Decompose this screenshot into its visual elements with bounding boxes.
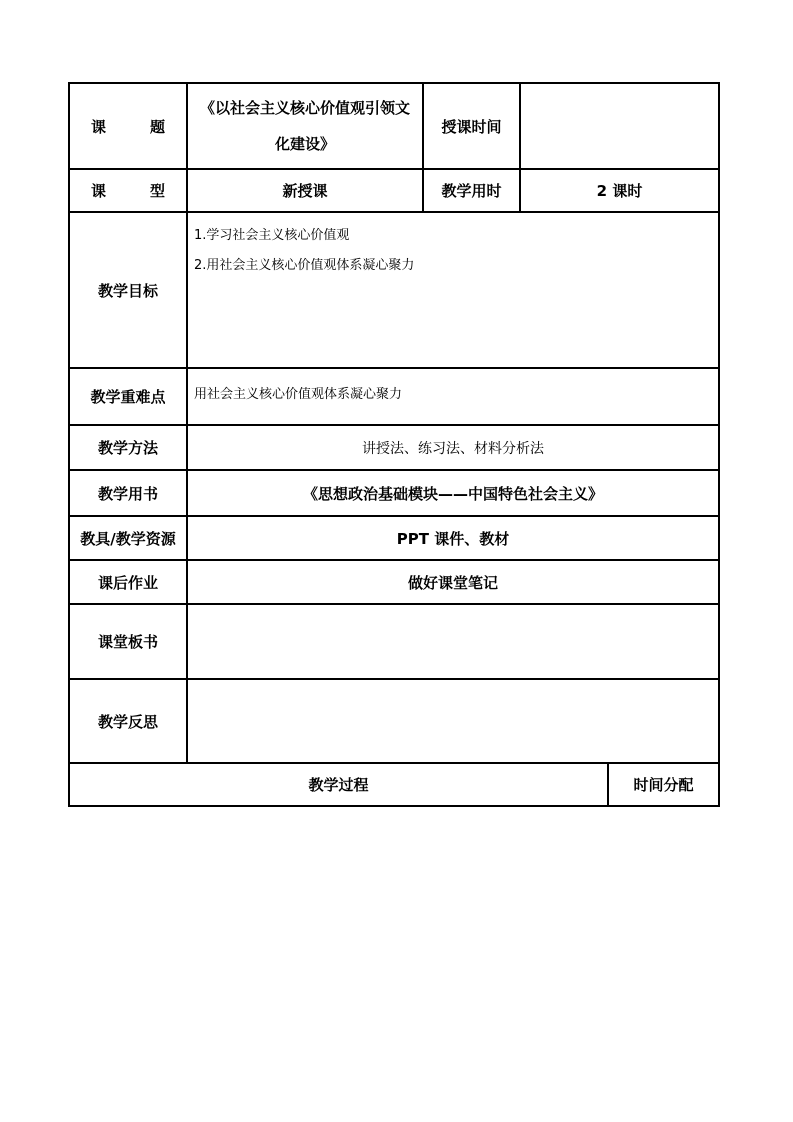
key-points-label-cell [68, 367, 188, 426]
methods-value: 讲授法、练习法、材料分析法 [362, 440, 544, 457]
homework-label: 课后作业 [97, 573, 158, 592]
textbook-value: 《思想政治基础模块——中国特色社会主义》 [302, 484, 603, 503]
topic-label-cell [68, 82, 188, 170]
textbook-value-cell [186, 469, 720, 517]
reflection-label: 教学反思 [97, 712, 158, 731]
board-label: 课堂板书 [97, 633, 158, 651]
methods-value-cell [186, 424, 720, 471]
process-time-label: 时间分配 [633, 776, 694, 794]
time-label-cell [422, 82, 521, 170]
resources-value-cell [186, 515, 720, 561]
board-value-cell [186, 603, 720, 680]
topic-title-cell [186, 82, 424, 170]
goals-label-cell [68, 211, 188, 369]
key-points-value: 用社会主义核心价值观体系凝心聚力 [194, 387, 403, 402]
hours-value-cell [519, 168, 720, 213]
textbook-label: 教学用书 [97, 484, 158, 503]
goal-item-2: 2.用社会主义核心价值观体系凝心聚力 [194, 258, 415, 273]
resources-value: PPT 课件、教材 [396, 529, 510, 548]
reflection-label-cell [68, 678, 188, 764]
type-label-cell [68, 168, 188, 213]
resources-label: 教具/教学资源 [80, 529, 176, 548]
methods-label-cell [68, 424, 188, 471]
topic-label-a: 课 [90, 117, 106, 136]
process-time-cell [607, 762, 720, 807]
reflection-value-cell [186, 678, 720, 764]
homework-label-cell [68, 559, 188, 605]
type-label-a: 课 [90, 182, 106, 200]
methods-label: 教学方法 [97, 439, 158, 457]
time-value-cell [519, 82, 720, 170]
lesson-plan-table [68, 82, 720, 807]
topic-title-line1: 《以社会主义核心价值观引领文 [199, 99, 410, 117]
textbook-label-cell [68, 469, 188, 517]
homework-value: 做好课堂笔记 [407, 573, 498, 592]
type-value-cell [186, 168, 424, 213]
key-points-content-cell [186, 367, 720, 426]
hours-label: 教学用时 [441, 182, 502, 200]
board-label-cell [68, 603, 188, 680]
topic-label-b: 题 [150, 117, 166, 136]
goal-item-1: 1.学习社会主义核心价值观 [194, 228, 350, 243]
type-label-b: 型 [150, 182, 166, 200]
process-label: 教学过程 [308, 776, 369, 794]
type-value: 新授课 [282, 182, 328, 200]
homework-value-cell [186, 559, 720, 605]
hours-label-cell [422, 168, 521, 213]
goals-content-cell [186, 211, 720, 369]
topic-title-line2: 化建设》 [274, 135, 335, 153]
hours-value: 2 课时 [596, 182, 643, 200]
goals-label: 教学目标 [97, 281, 158, 300]
process-label-cell [68, 762, 609, 807]
time-label: 授课时间 [441, 117, 502, 136]
resources-label-cell [68, 515, 188, 561]
key-points-label: 教学重难点 [90, 388, 166, 406]
